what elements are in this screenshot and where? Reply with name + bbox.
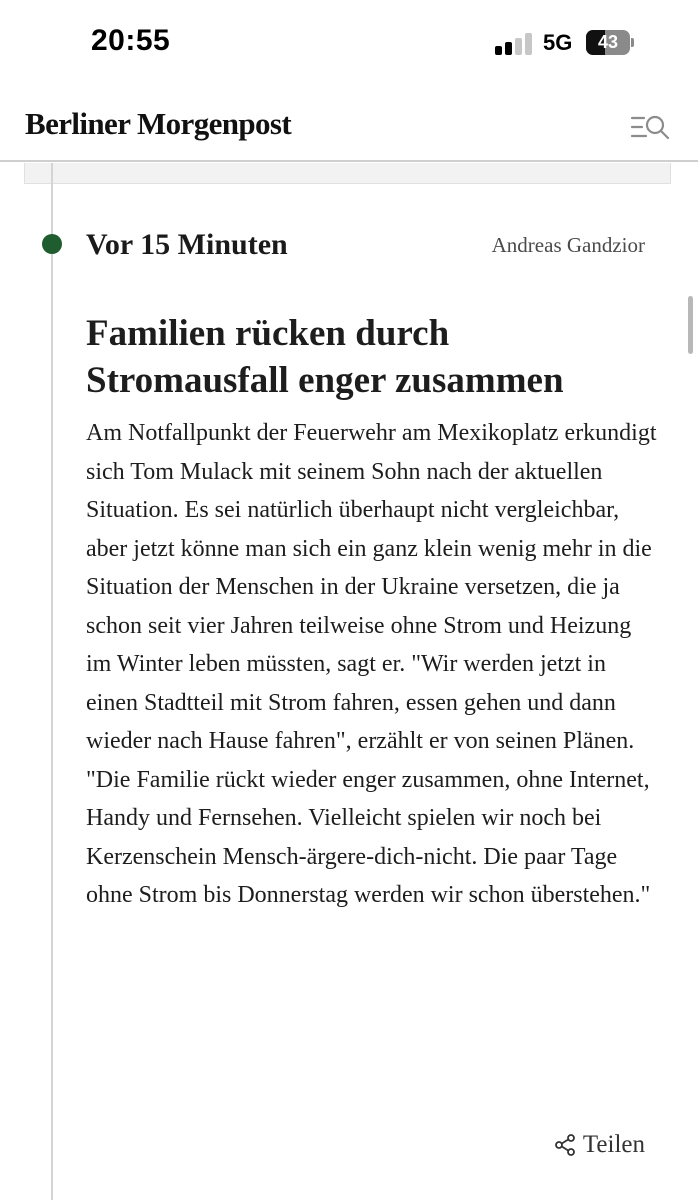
scrollbar[interactable] bbox=[688, 296, 693, 354]
network-type: 5G bbox=[543, 30, 573, 55]
content-strip bbox=[24, 163, 671, 184]
site-logo[interactable]: Berliner Morgenpost bbox=[25, 106, 292, 141]
cellular-signal-icon bbox=[495, 33, 533, 55]
battery-level: 43 bbox=[597, 32, 619, 52]
status-bar bbox=[0, 0, 698, 88]
entry-body: Am Notfallpunkt der Feuerwehr am Mexikoplatz erkundigt sich Tom Mulack mit seinem Sohn nach der aktuellen Situation. Es sei natürlich überhaupt nicht vergleichbar, aber jetzt könne man sich ein ganz klein wenig mehr in die Situation der Menschen in der Ukraine versetzen, die ja schon seit vier Jahren teilweise ohne Strom und Heizung im Winter leben müssten, sagt er. "Wir werden jetzt in einen Stadtteil mit Strom fahren, essen gehen und dann wieder nach Hause fahren", erzählt er von seinen Plänen. "Die Familie rückt wieder enger zusammen, ohne Internet, Handy und Fernsehen. Vielleicht spielen wir noch bei Kerzenschein Mensch-ärgere-dich-nicht. Die paar Tage ohne Strom bis Donnerstag werden wir schon überstehen." bbox=[86, 420, 657, 908]
status-time: 20:55 bbox=[91, 24, 171, 57]
share-icon bbox=[553, 1133, 577, 1157]
signal-bar bbox=[525, 33, 532, 55]
share-button[interactable] bbox=[553, 1128, 645, 1162]
timeline-line bbox=[51, 163, 53, 1200]
menu-search-icon[interactable] bbox=[630, 112, 670, 142]
signal-bar bbox=[505, 42, 512, 55]
entry-headline: Familien rücken durch Stromausfall enger zusammen bbox=[86, 313, 564, 401]
entry-author[interactable]: Andreas Gandzior bbox=[491, 233, 645, 257]
site-header bbox=[0, 88, 698, 162]
entry-timestamp: Vor 15 Minuten bbox=[86, 228, 288, 261]
timeline-dot bbox=[42, 234, 62, 254]
share-label: Teilen bbox=[582, 1131, 645, 1158]
battery-icon bbox=[586, 30, 634, 55]
signal-bar bbox=[515, 38, 522, 55]
signal-bar bbox=[495, 46, 502, 55]
